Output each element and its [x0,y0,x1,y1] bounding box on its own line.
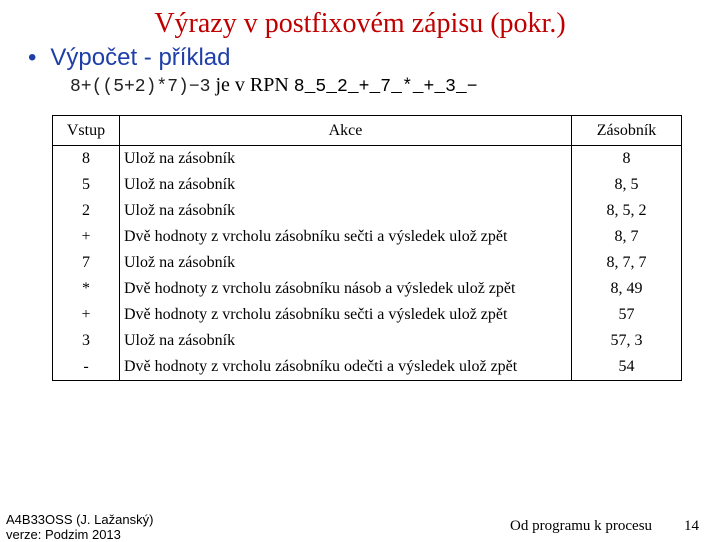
cell-input: 3 [53,328,120,354]
footer-course-info [6,512,153,542]
cell-action: Ulož na zásobník [124,254,236,271]
bullet-text: Výpočet - příklad [50,44,231,71]
cell-input: * [53,276,120,302]
rpn-separator [456,77,467,97]
rpn-token: + [423,77,435,97]
table-row [53,224,682,250]
table-header-row [53,116,682,146]
table-row [53,198,682,224]
expression-middle-text: je v RPN [210,74,294,96]
cell-input: 8 [53,146,120,173]
rpn-separator [348,77,359,97]
header-stack: Zásobník [572,116,682,146]
rpn-separator [413,77,424,97]
cell-stack: 57, 3 [572,328,682,354]
rpn-token: 7 [380,77,392,97]
rpn-token: 5 [315,77,327,97]
cell-stack: 54 [572,354,682,381]
bullet-dot-icon: • [28,44,37,71]
rpn-token: − [466,77,478,97]
header-input: Vstup [53,116,120,146]
rpn-separator [369,77,380,97]
cell-action: Ulož na zásobník [124,176,236,193]
infix-expression: 8+((5+2)*7)−3 [70,77,211,97]
cell-input: - [53,354,120,381]
cell-stack: 57 [572,302,682,328]
table-row [53,250,682,276]
evaluation-table [52,115,682,381]
rpn-separator [391,77,402,97]
slide-title: Výrazy v postfixovém zápisu (pokr.) [154,8,566,39]
rpn-separator [326,77,337,97]
rpn-token: * [401,77,413,97]
cell-action: Dvě hodnoty z vrcholu zásobníku sečti a výsledek ulož zpět [124,306,508,323]
cell-action: Ulož na zásobník [124,202,236,219]
cell-input: 2 [53,198,120,224]
rpn-token: 3 [445,77,456,97]
bullet-heading [28,44,231,72]
cell-input: + [53,224,120,250]
cell-stack: 8 [572,146,682,173]
rpn-separator [434,77,445,97]
cell-action: Dvě hodnoty z vrcholu zásobníku odečti a výsledek ulož zpět [120,354,572,381]
rpn-token: 2 [337,77,348,97]
cell-stack: 8, 7 [572,224,682,250]
rpn-expression [294,74,478,96]
table-row [53,172,682,198]
footer-course: A4B33OSS (J. Lažanský) [6,512,154,527]
cell-input: + [53,302,120,328]
footer-version: verze: Podzim 2013 [6,527,121,542]
header-action: Akce [120,116,572,146]
cell-stack: 8, 5 [572,172,682,198]
cell-stack: 8, 5, 2 [572,198,682,224]
table-row [53,276,682,302]
cell-stack: 8, 7, 7 [572,250,682,276]
cell-action: Dvě hodnoty z vrcholu zásobníku sečti a výsledek ulož zpět [124,228,508,245]
cell-action: Ulož na zásobník [124,332,236,349]
rpn-separator [305,77,316,97]
table-row [53,328,682,354]
rpn-token: + [358,77,370,97]
footer-chapter: Od programu k procesu [510,518,653,534]
table-row [53,146,682,173]
rpn-token: 8 [293,77,305,97]
cell-stack: 8, 49 [572,276,682,302]
table-row [53,302,682,328]
cell-input: 7 [53,250,120,276]
cell-action: Ulož na zásobník [124,150,236,167]
table-row [53,354,682,381]
expression-line [70,74,478,97]
cell-input: 5 [53,172,120,198]
cell-action: Dvě hodnoty z vrcholu zásobníku násob a výsledek ulož zpět [124,280,516,297]
page-number: 14 [684,518,699,534]
